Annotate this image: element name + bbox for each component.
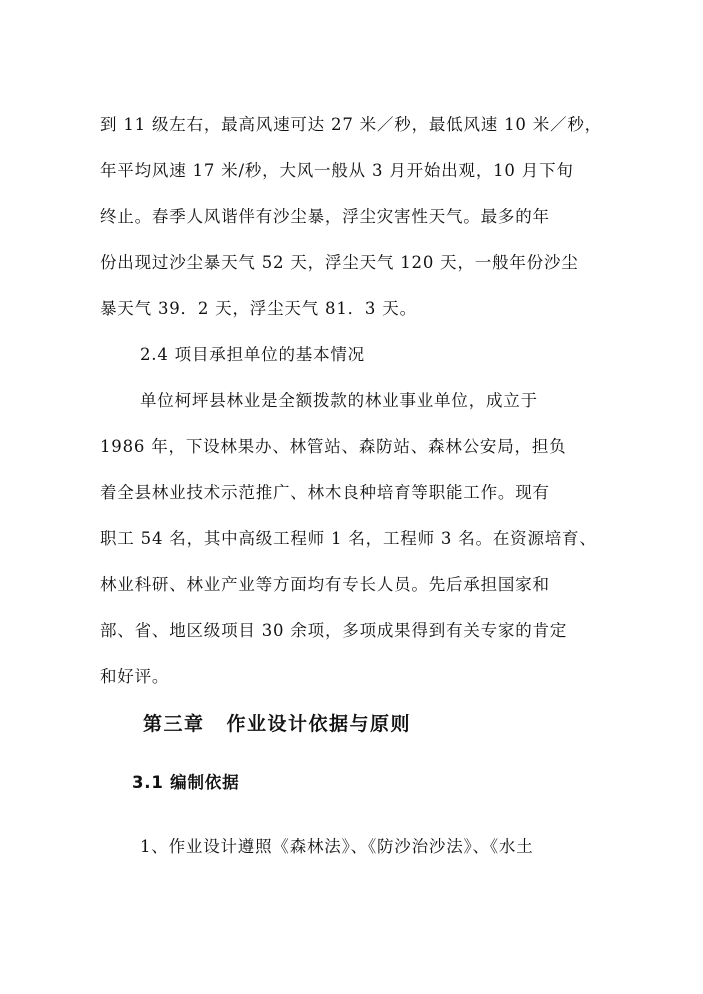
paragraph-line: 1、作业设计遵照《森林法》、《防沙治沙法》、《水土 [140, 837, 534, 856]
paragraph-line: 和好评。 [100, 667, 170, 686]
paragraph-line: 单位柯坪县林业是全额拨款的林业事业单位，成立于 [140, 391, 538, 410]
section-heading-2-4: 2.4 项目承担单位的基本情况 [140, 345, 365, 364]
chapter-title: 作业设计依据与原则 [226, 713, 412, 735]
paragraph-line: 份出现过沙尘暴天气 52 天，浮尘天气 120 天，一般年份沙尘 [100, 253, 579, 272]
section-heading-3-1: 3.1 编制依据 [132, 773, 240, 792]
paragraph-line: 着全县林业技术示范推广、林木良种培育等职能工作。现有 [100, 483, 550, 502]
paragraph-line: 年平均风速 17 米/秒，大风一般从 3 月开始出观，10 月下旬 [100, 161, 574, 180]
paragraph-line: 1986 年，下设林果办、林管站、森防站、森林公安局，担负 [100, 437, 567, 456]
chapter-heading [143, 712, 411, 736]
paragraph-line: 暴天气 39．2 天，浮尘天气 81．3 天。 [100, 299, 417, 318]
paragraph-line: 到 11 级左右，最高风速可达 27 米／秒，最低风速 10 米／秒， [100, 115, 602, 134]
paragraph-line: 职工 54 名，其中高级工程师 1 名，工程师 3 名。在资源培育、 [100, 529, 597, 548]
chapter-number: 第三章 [143, 713, 205, 735]
paragraph-line: 部、省、地区级项目 30 余项，多项成果得到有关专家的肯定 [100, 621, 568, 640]
paragraph-line: 终止。春季人风谐伴有沙尘暴，浮尘灾害性天气。最多的年 [100, 207, 550, 226]
paragraph-line: 林业科研、林业产业等方面均有专长人员。先后承担国家和 [100, 575, 550, 594]
